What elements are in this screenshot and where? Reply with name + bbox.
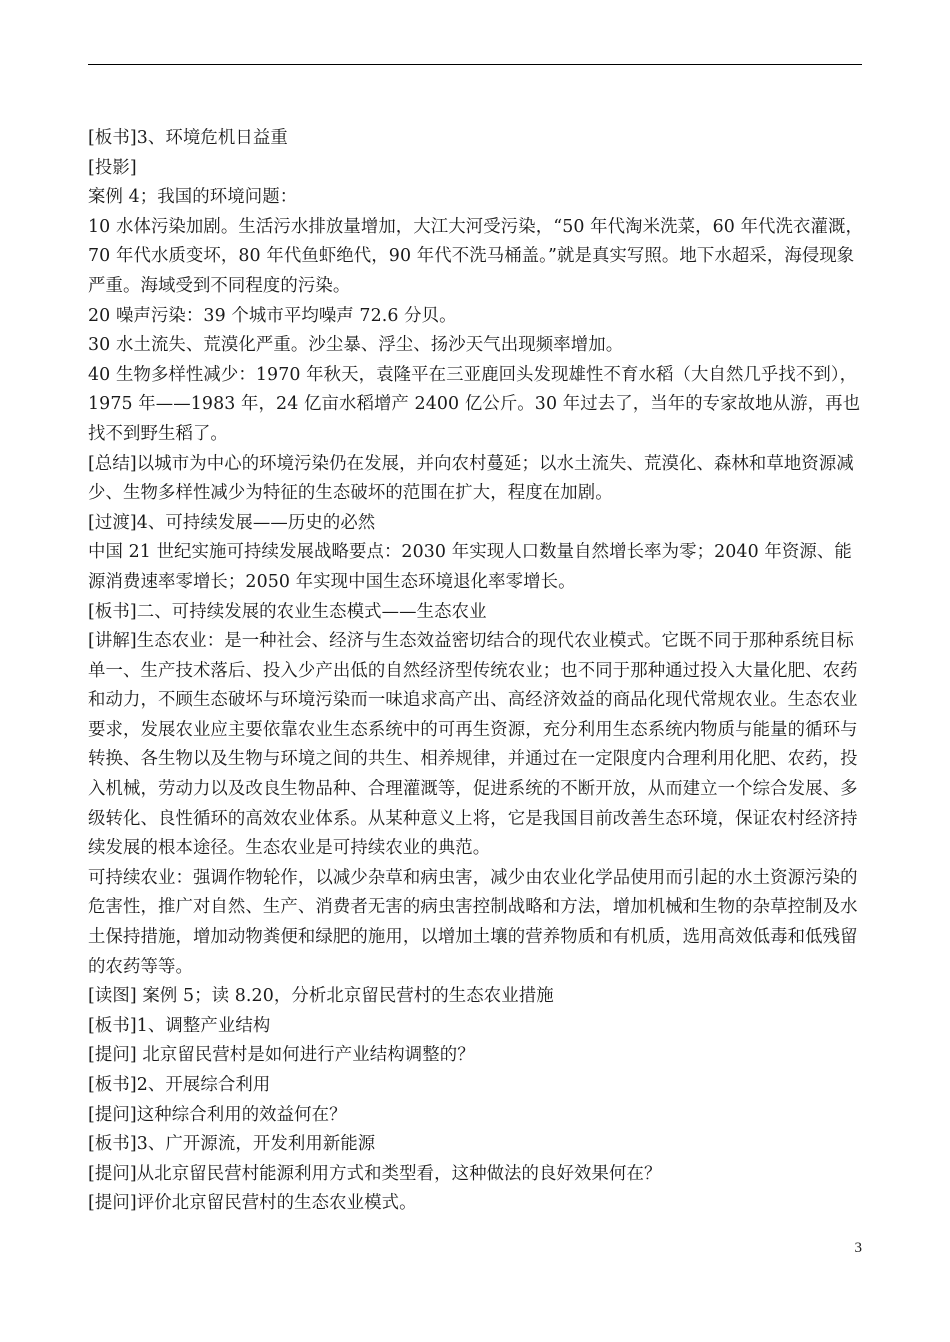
header-rule [88,64,862,65]
paragraph-strategy-points: 中国 21 世纪实施可持续发展战略要点：2030 年实现人口数量自然增长率为零；2040 年资源、能源消费速率零增长；2050 年实现中国生态环境退化率零增长。 [88,542,852,592]
paragraph-case-4-title: 案例 4；我国的环境问题： [88,187,298,208]
paragraph-board-new-energy: [板书]3、广开源流，开发利用新能源 [88,1134,376,1155]
paragraph-question-evaluate-model: [提问]评价北京留民营村的生态农业模式。 [88,1193,417,1214]
paragraph-explanation-ecological-agriculture: [讲解]生态农业：是一种社会、经济与生态效益密切结合的现代农业模式。它既不同于那种系统目标单一、生产技术落后、投入少产出低的自然经济型传统农业；也不同于那种通过投入大量化肥、农药和动力，不顾生态破坏与环境污染而一味追求高产出、高经济效益的商品化现代常规农业。生态农业要求，发展农业应主要依靠农业生态系统中的可再生资源，充分利用生态系统内物质与能量的循环与转换、各生物以及生物与环境之间的共生、相养规律，并通过在一定限度内合理利用化肥、农药，投入机械，劳动力以及改良生物品种、合理灌溉等，促进系统的不断开放，从而建立一个综合发展、多级转化、良性循环的高效农业体系。从某种意义上将，它是我国目前改善生态环境，保证农村经济持续发展的根本途径。生态农业是可持续农业的典范。 [88,631,858,859]
paragraph-soil-erosion: 30 水土流失、荒漠化严重。沙尘暴、浮尘、扬沙天气出现频率增加。 [88,335,624,356]
paragraph-water-pollution: 10 水体污染加剧。生活污水排放量增加，大江大河受污染，“50 年代淘米洗菜，60 年代洗衣灌溉，70 年代水质变坏，80 年代鱼虾绝代，90 年代不洗马桶盖。”就是真实写照。地下水超采，海侵现象严重。海域受到不同程度的污染。 [88,216,863,296]
paragraph-biodiversity-loss: 40 生物多样性减少：1970 年秋天，袁隆平在三亚鹿回头发现雄性不育水稻（大自然几乎找不到），1975 年——1983 年，24 亿亩水稻增产 2400 亿公斤。30 年过去了，当年的专家故地从游，再也找不到野生稻了。 [88,364,861,444]
paragraph-board-comprehensive-use: [板书]2、开展综合利用 [88,1075,271,1095]
paragraph-transition: [过渡]4、可持续发展——历史的必然 [88,512,376,533]
paragraph-board-adjust-structure: [板书]1、调整产业结构 [88,1015,271,1036]
paragraph-question-benefits: [提问]这种综合利用的效益何在？ [88,1104,347,1125]
paragraph-question-structure: [提问] 北京留民营村是如何进行产业结构调整的？ [88,1045,475,1066]
page-number: 3 [854,1240,862,1256]
paragraph-board-environment-crisis: [板书]3、环境危机日益重 [88,128,288,148]
paragraph-board-ecological-agriculture: [板书]二、可持续发展的农业生态模式——生态农业 [88,601,487,622]
paragraph-projection: [投影] [88,157,137,178]
paragraph-noise-pollution: 20 噪声污染：39 个城市平均噪声 72.6 分贝。 [88,305,457,326]
document-body [88,124,868,1219]
paragraph-question-energy-effect: [提问]从北京留民营村能源利用方式和类型看，这种做法的良好效果何在？ [88,1163,662,1184]
paragraph-read-map-case-5: [读图] 案例 5；读 8.20，分析北京留民营村的生态农业措施 [88,986,554,1007]
paragraph-summary: [总结]以城市为中心的环境污染仍在发展，并向农村蔓延；以水土流失、荒漠化、森林和草地资源减少、生物多样性减少为特征的生态破坏的范围在扩大，程度在加剧。 [88,453,854,504]
paragraph-sustainable-agriculture: 可持续农业：强调作物轮作，以减少杂草和病虫害，减少由农业化学品使用而引起的水土资源污染的危害性，推广对自然、生产、消费者无害的病虫害控制战略和方法，增加机械和生物的杂草控制及水土保持措施，增加动物粪便和绿肥的施用，以增加土壤的营养物质和有机质，选用高效低毒和低残留的农药等等。 [88,867,858,977]
